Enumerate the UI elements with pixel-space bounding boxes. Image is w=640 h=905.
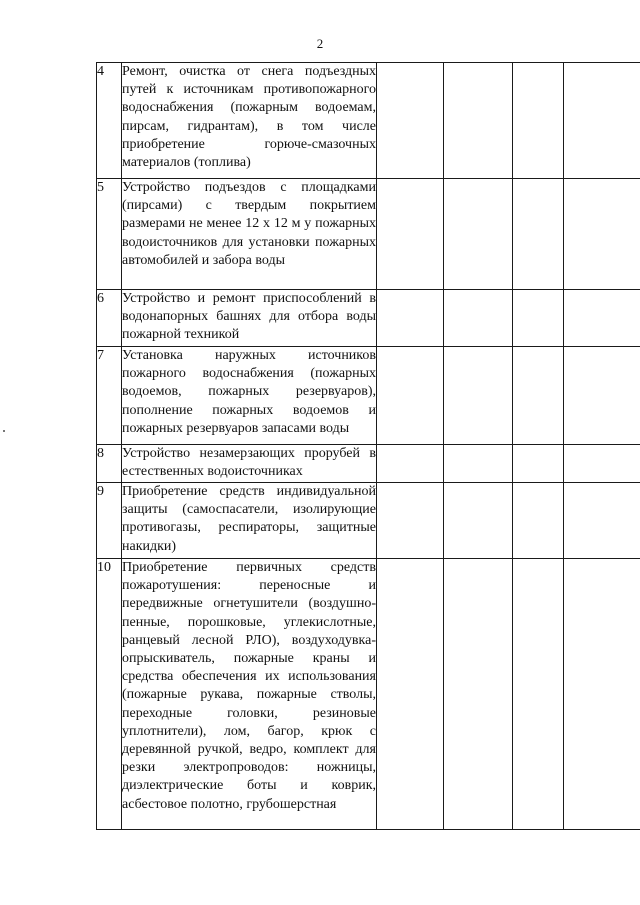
empty-cell	[377, 290, 444, 347]
row-number: 7	[97, 347, 122, 445]
empty-cell	[513, 179, 564, 290]
empty-cell	[377, 179, 444, 290]
empty-cell	[564, 179, 640, 290]
row-number: 8	[97, 445, 122, 483]
table-row	[97, 63, 640, 179]
row-number: 5	[97, 179, 122, 290]
empty-cell	[564, 559, 640, 830]
empty-cell	[444, 347, 513, 445]
table-row	[97, 559, 640, 830]
empty-cell	[444, 63, 513, 179]
empty-cell	[513, 559, 564, 830]
row-description: Устройство подъездов с площадками (пирсами) с твердым покрытием размерами не менее 12 х 12 м у пожарных водоисточников для установки пожарных автомобилей и забора воды	[122, 179, 377, 290]
row-description: Установка наружных источников пожарного водоснабжения (пожарных водоемов, пожарных резервуаров), пополнение пожарных водоемов и пожарных резервуаров запасами воды	[122, 347, 377, 445]
table-row	[97, 290, 640, 347]
empty-cell	[513, 63, 564, 179]
row-description: Приобретение средств индивидуальной защиты (самоспасатели, изолирующие противогазы, респираторы, защитные накидки)	[122, 483, 377, 559]
empty-cell	[377, 63, 444, 179]
scan-speck	[3, 430, 5, 432]
row-description: Устройство и ремонт приспособлений в водонапорных башнях для отбора воды пожарной техникой	[122, 290, 377, 347]
empty-cell	[564, 63, 640, 179]
row-number: 4	[97, 63, 122, 179]
empty-cell	[444, 179, 513, 290]
empty-cell	[444, 559, 513, 830]
table-row	[97, 347, 640, 445]
page-number: 2	[316, 36, 324, 51]
empty-cell	[377, 483, 444, 559]
empty-cell	[564, 483, 640, 559]
empty-cell	[444, 290, 513, 347]
empty-cell	[564, 347, 640, 445]
empty-cell	[513, 347, 564, 445]
empty-cell	[444, 483, 513, 559]
empty-cell	[513, 483, 564, 559]
empty-cell	[564, 445, 640, 483]
measures-table	[96, 62, 640, 830]
row-description: Ремонт, очистка от снега подъездных путей к источникам противопожарного водоснабжения (пожарным водоемам, пирсам, гидрантам), в том числе приобретение горюче-смазочных материалов (топлива)	[122, 63, 377, 179]
empty-cell	[513, 290, 564, 347]
empty-cell	[444, 445, 513, 483]
row-number: 9	[97, 483, 122, 559]
empty-cell	[564, 290, 640, 347]
empty-cell	[377, 347, 444, 445]
table-row	[97, 483, 640, 559]
row-description: Устройство незамерзающих прорубей в естественных водоисточниках	[122, 445, 377, 483]
table-row	[97, 445, 640, 483]
empty-cell	[513, 445, 564, 483]
empty-cell	[377, 559, 444, 830]
row-number: 6	[97, 290, 122, 347]
row-description: Приобретение первичных средств пожаротушения: переносные и передвижные огнетушители (воздушно-пенные, порошковые, углекислотные, ранцевый лесной РЛО), воздуходувка-опрыскиватель, пожарные краны и средства обеспечения их использования (пожарные рукава, пожарные стволы, переходные головки, резиновые уплотнители), лом, багор, крюк с деревянной ручкой, ведро, комплект для резки электропроводов: ножницы, диэлектрические боты и коврик, асбестовое полотно, грубошерстная	[122, 559, 377, 830]
table-row	[97, 179, 640, 290]
row-number: 10	[97, 559, 122, 830]
empty-cell	[377, 445, 444, 483]
